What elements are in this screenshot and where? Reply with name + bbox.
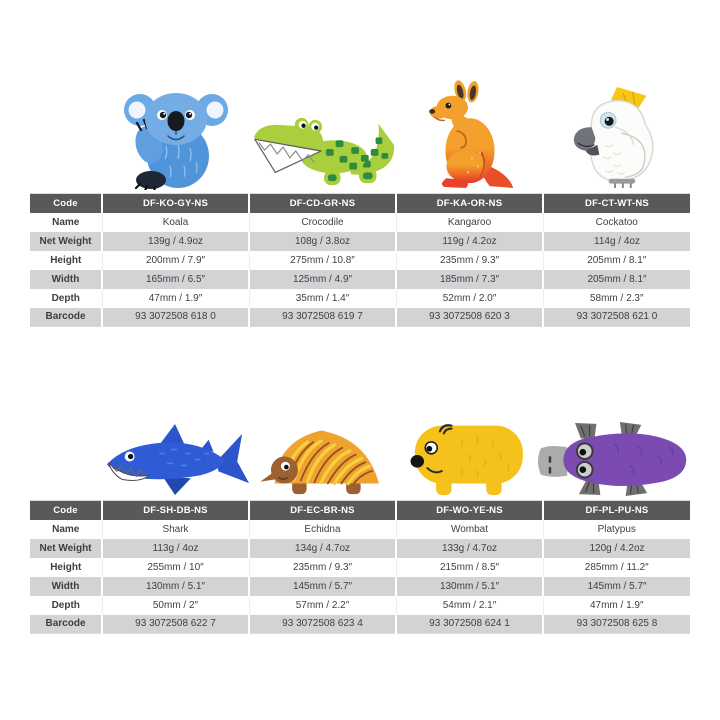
cell-height: 200mm / 7.9″	[102, 251, 249, 270]
cell-code: DF-KA-OR-NS	[396, 194, 543, 213]
cell-width: 145mm / 5.7″	[249, 577, 396, 596]
cell-width: 205mm / 8.1″	[587, 273, 647, 285]
row-label-width: Width	[30, 577, 102, 596]
cell-net-weight: 113g / 4oz	[102, 539, 249, 558]
cell-barcode: 93 3072508 618 0	[102, 308, 249, 327]
spec-row-height	[30, 251, 690, 270]
cell-net-weight: 119g / 4.2oz	[396, 232, 543, 251]
cell-width: 125mm / 4.9″	[249, 270, 396, 289]
row-label-width: Width	[30, 270, 102, 289]
animal-cell-platypus	[536, 421, 690, 497]
cell-height: 205mm / 8.1″	[587, 254, 647, 266]
cell-depth: 52mm / 2.0″	[396, 289, 543, 308]
cell-name: Shark	[102, 520, 249, 539]
cell-name: Cockatoo	[595, 216, 638, 228]
animal-cell-kangaroo	[396, 80, 543, 190]
cell-barcode: 93 3072508 625 8	[576, 618, 658, 630]
cell-height: 275mm / 10.8″	[249, 251, 396, 270]
cell-height: 235mm / 9.3″	[249, 558, 396, 577]
cell-name: Kangaroo	[396, 213, 543, 232]
platypus-toy-image	[536, 421, 690, 497]
cell-name: Platypus	[597, 523, 636, 535]
cell-depth: 58mm / 2.3″	[589, 292, 644, 304]
wombat-toy-image	[403, 416, 527, 497]
cell-name: Echidna	[249, 520, 396, 539]
cell-barcode: 93 3072508 620 3	[396, 308, 543, 327]
spec-row-name	[30, 520, 690, 539]
row-label-height: Height	[30, 558, 102, 577]
cell-net-weight: 133g / 4.7oz	[396, 539, 543, 558]
cell-net-weight: 114g / 4oz	[594, 235, 640, 247]
spec-row-depth	[30, 289, 690, 308]
cell-depth: 47mm / 1.9″	[589, 599, 644, 611]
cell-net-weight: 139g / 4.9oz	[102, 232, 249, 251]
row-label-barcode: Barcode	[30, 615, 102, 634]
cell-code: DF-KO-GY-NS	[102, 194, 249, 213]
echidna-toy-image	[259, 416, 387, 497]
cell-height: 235mm / 9.3″	[396, 251, 543, 270]
cell-barcode: 93 3072508 624 1	[396, 615, 543, 634]
spec-row-net-weight	[30, 232, 690, 251]
spec-row-width	[30, 270, 690, 289]
cell-barcode: 93 3072508 621 0	[576, 311, 658, 323]
row-label-depth: Depth	[30, 596, 102, 615]
animal-cell-echidna	[252, 416, 394, 497]
animal-image-row-bottom	[30, 409, 690, 497]
animal-cell-shark	[102, 420, 252, 497]
spec-row-width	[30, 577, 690, 596]
cockatoo-toy-image	[562, 84, 672, 190]
cell-name: Wombat	[396, 520, 543, 539]
spec-row-barcode	[30, 308, 690, 327]
koala-toy-image	[120, 84, 232, 190]
cell-code: DF-CD-GR-NS	[249, 194, 396, 213]
spec-row-name	[30, 213, 690, 232]
row-label-net-weight: Net Weight	[30, 539, 102, 558]
cell-width: 185mm / 7.3″	[396, 270, 543, 289]
row-label-name: Name	[30, 213, 102, 232]
section-top	[30, 0, 690, 327]
cell-width: 130mm / 5.1″	[102, 577, 249, 596]
spec-row-net-weight	[30, 539, 690, 558]
cell-height: 215mm / 8.5″	[396, 558, 543, 577]
animal-image-row-top	[30, 76, 690, 190]
cell-barcode: 93 3072508 622 7	[102, 615, 249, 634]
crocodile-toy-image	[250, 112, 396, 190]
animal-cell-wombat	[394, 416, 536, 497]
cell-net-weight: 134g / 4.7oz	[249, 539, 396, 558]
shark-toy-image	[102, 420, 252, 497]
spec-row-code	[30, 194, 690, 213]
kangaroo-toy-image	[424, 80, 516, 190]
cell-width: 130mm / 5.1″	[396, 577, 543, 596]
cell-depth: 35mm / 1.4″	[249, 289, 396, 308]
row-label-height: Height	[30, 251, 102, 270]
spec-table-bottom	[30, 500, 690, 634]
cell-name: Crocodile	[249, 213, 396, 232]
animal-cell-crocodile	[249, 112, 396, 190]
cell-depth: 54mm / 2.1″	[396, 596, 543, 615]
cell-depth: 57mm / 2.2″	[249, 596, 396, 615]
animal-cell-koala	[102, 84, 249, 190]
row-label-code: Code	[30, 194, 102, 213]
spec-row-code	[30, 501, 690, 520]
cell-width: 165mm / 6.5″	[102, 270, 249, 289]
row-label-barcode: Barcode	[30, 308, 102, 327]
cell-name: Koala	[102, 213, 249, 232]
cell-height: 255mm / 10″	[102, 558, 249, 577]
row-label-name: Name	[30, 520, 102, 539]
spec-row-barcode	[30, 615, 690, 634]
row-label-code: Code	[30, 501, 102, 520]
row-label-net-weight: Net Weight	[30, 232, 102, 251]
cell-height: 285mm / 11.2″	[584, 561, 649, 573]
cell-code: DF-CT-WT-NS	[585, 197, 649, 209]
spec-row-depth	[30, 596, 690, 615]
cell-code: DF-PL-PU-NS	[585, 504, 649, 516]
spec-row-height	[30, 558, 690, 577]
cell-barcode: 93 3072508 619 7	[249, 308, 396, 327]
section-bottom	[30, 327, 690, 634]
cell-code: DF-WO-YE-NS	[396, 501, 543, 520]
row-label-depth: Depth	[30, 289, 102, 308]
cell-net-weight: 108g / 3.8oz	[249, 232, 396, 251]
cell-code: DF-SH-DB-NS	[102, 501, 249, 520]
cell-net-weight: 120g / 4.2oz	[589, 542, 645, 554]
cell-depth: 50mm / 2″	[102, 596, 249, 615]
spec-table-top	[30, 193, 690, 327]
cell-barcode: 93 3072508 623 4	[249, 615, 396, 634]
cell-code: DF-EC-BR-NS	[249, 501, 396, 520]
cell-width: 145mm / 5.7″	[587, 580, 647, 592]
animal-cell-cockatoo	[543, 84, 690, 190]
cell-depth: 47mm / 1.9″	[102, 289, 249, 308]
